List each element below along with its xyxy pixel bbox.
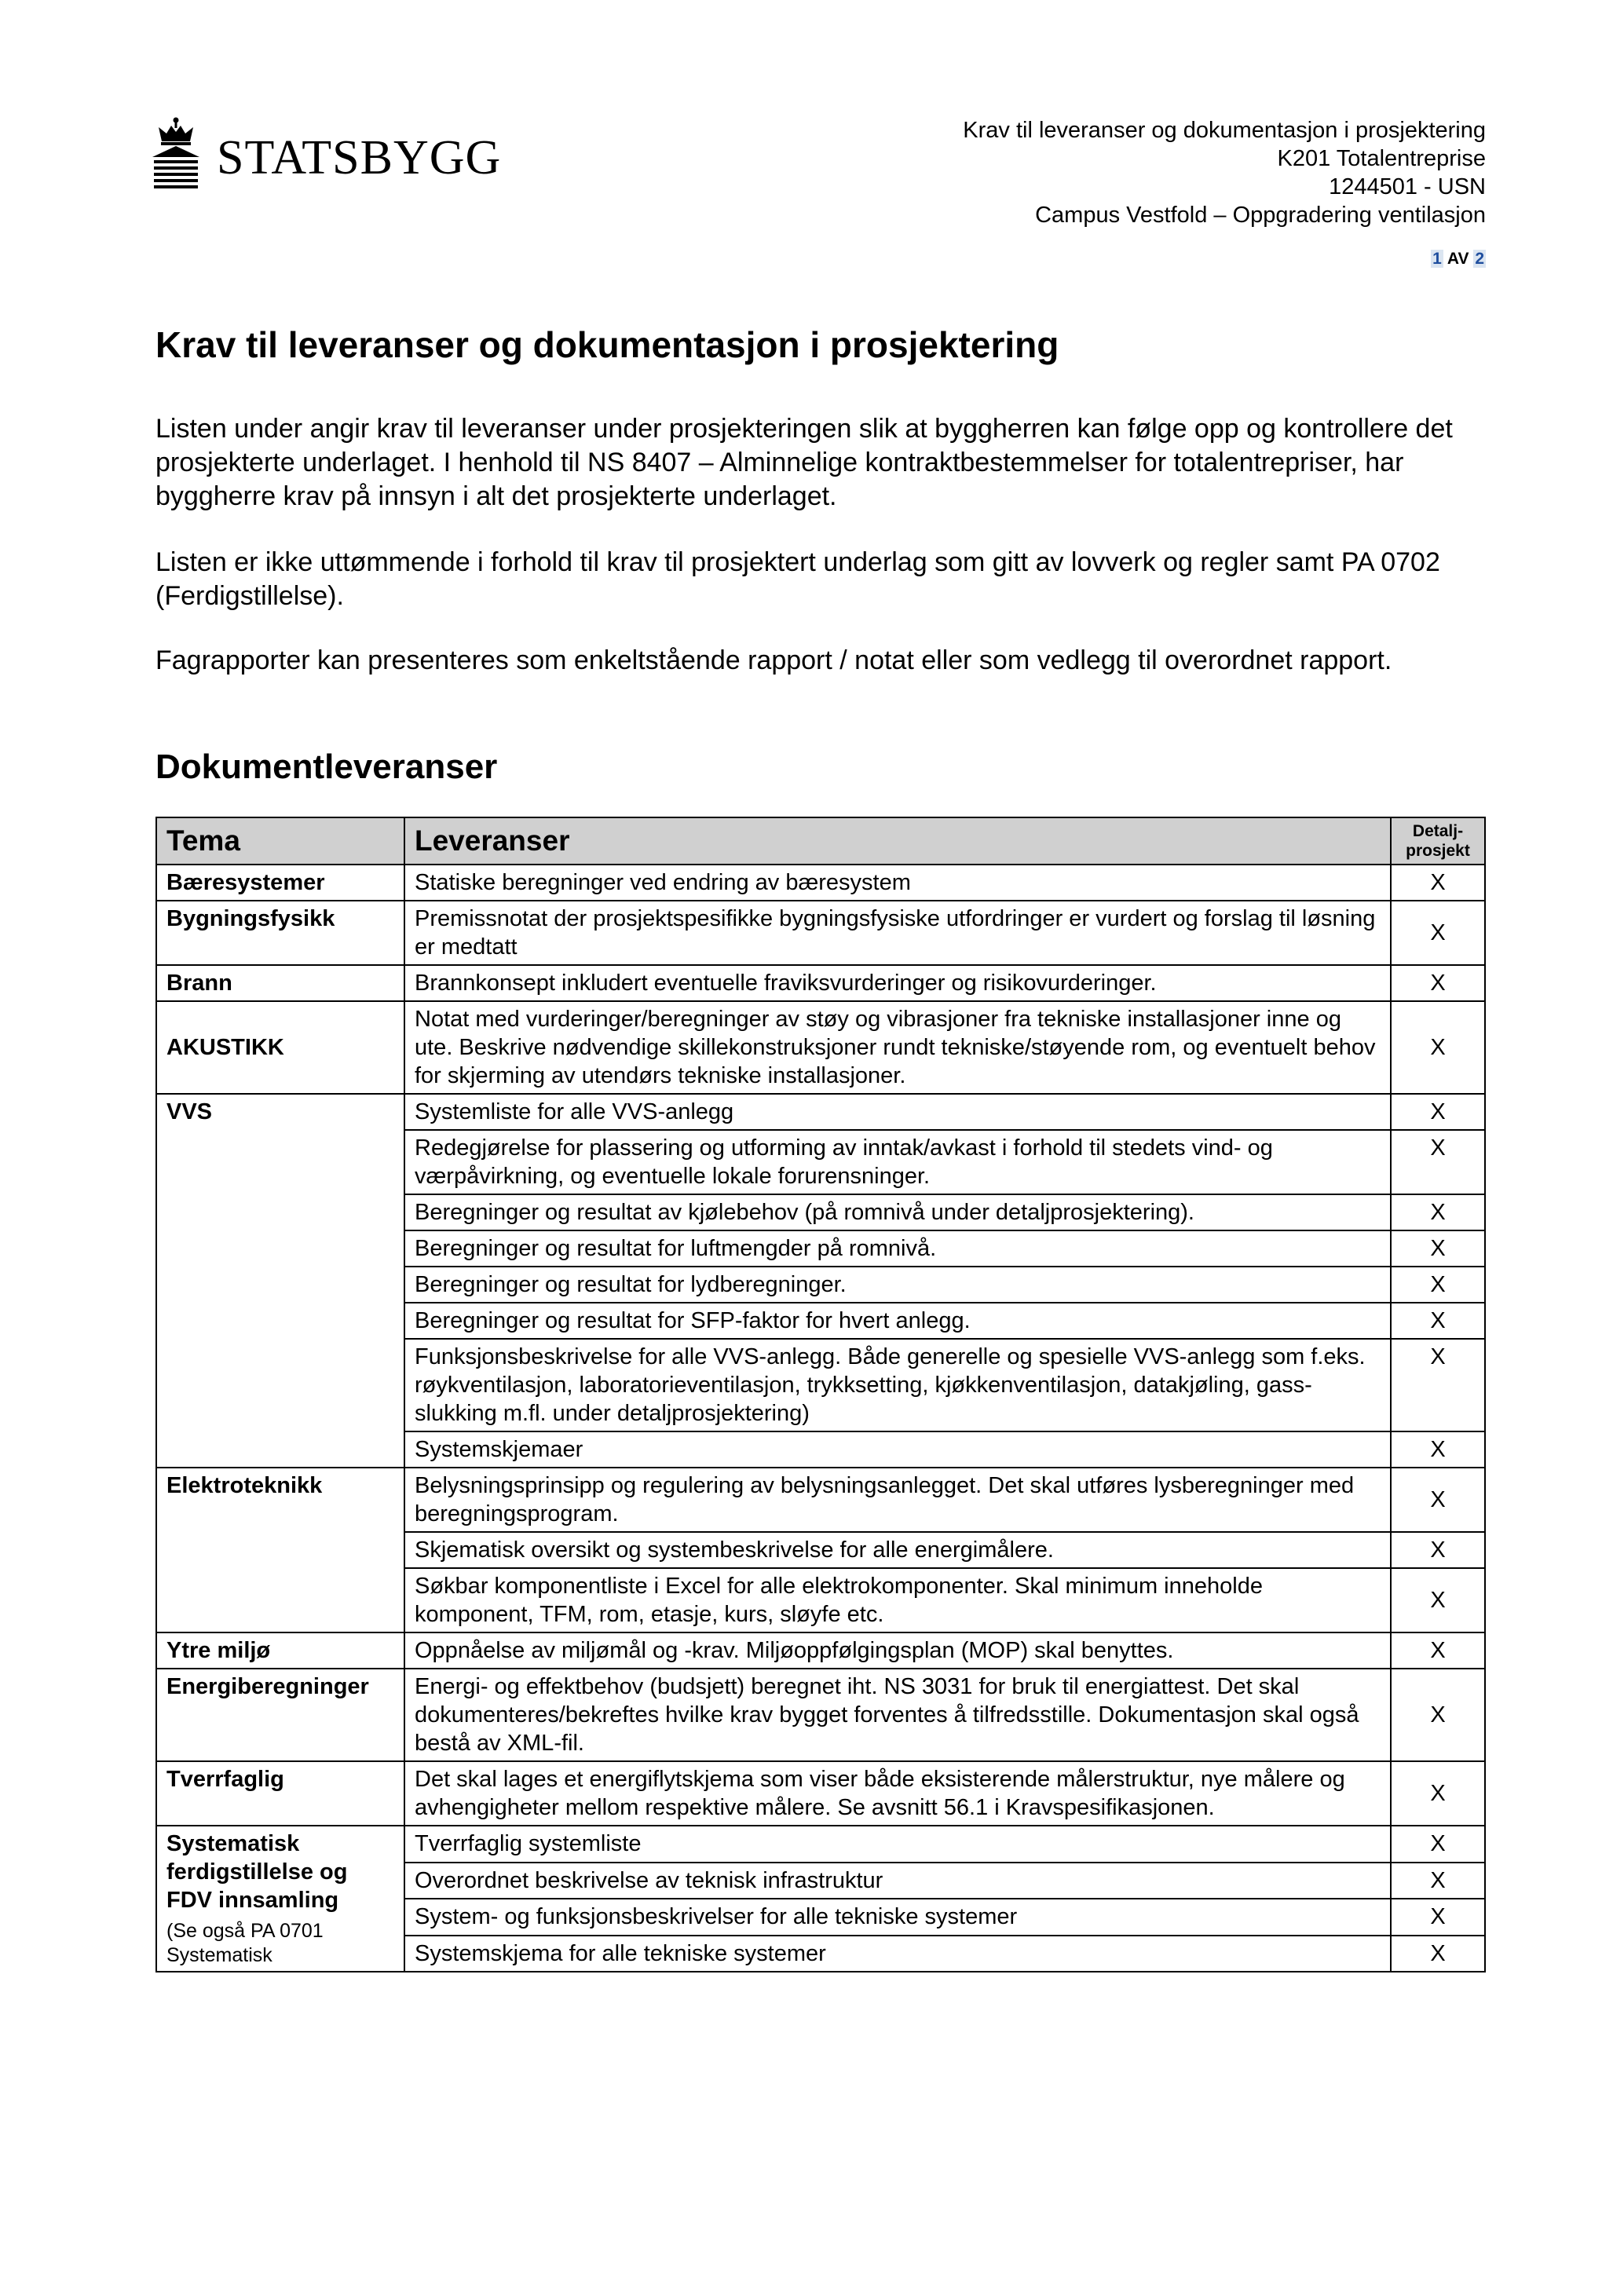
deliverable-description: Belysningsprinsipp og regulering av belysningsanlegget. Det skal utføres lysberegninger med beregningsprogram. (404, 1468, 1391, 1532)
deliverable-description: Oppnåelse av miljømål og -krav. Miljøoppfølgingsplan (MOP) skal benyttes. (404, 1632, 1391, 1669)
table-row (156, 1826, 1485, 1863)
deliverable-description: Brannkonsept inkludert eventuelle fraviksvurderinger og risikovurderinger. (404, 965, 1391, 1001)
header-line-title: Krav til leveranser og dokumentasjon i prosjektering (963, 118, 1486, 143)
tema-cell (156, 1669, 404, 1761)
table-row (156, 1468, 1485, 1532)
detaljprosjekt-mark: X (1391, 1230, 1485, 1267)
deliverable-description: Systemskjema for alle tekniske systemer (404, 1936, 1391, 1972)
tema-label: Tverrfaglig (166, 1767, 284, 1792)
tema-label: Bygningsfysikk (166, 906, 335, 931)
tema-cell (156, 1001, 404, 1094)
tema-cell (156, 1468, 404, 1632)
detaljprosjekt-mark: X (1391, 1130, 1485, 1194)
header-leveranser: Leveranser (404, 817, 1391, 865)
tema-cell (156, 1761, 404, 1826)
detaljprosjekt-mark: X (1391, 1761, 1485, 1826)
deliverable-description: System- og funksjonsbeskrivelser for alle tekniske systemer (404, 1899, 1391, 1936)
tema-label: Bæresystemer (166, 870, 325, 895)
table-row (156, 1001, 1485, 1094)
table-header-row (156, 817, 1485, 865)
detaljprosjekt-mark: X (1391, 1001, 1485, 1094)
table-row (156, 901, 1485, 965)
tema-label: AKUSTIKK (166, 1035, 284, 1060)
page-title: Krav til leveranser og dokumentasjon i prosjektering (155, 324, 1059, 365)
detaljprosjekt-mark: X (1391, 1936, 1485, 1972)
page-number (1431, 250, 1486, 269)
logo-wordmark: STATSBYGG (217, 131, 502, 185)
deliverable-description: Systemliste for alle VVS-anlegg (404, 1094, 1391, 1130)
deliverable-description: Det skal lages et energiflytskjema som viser både eksisterende målerstruktur, nye målere og avhengigheter mellom respektive målere. Se avsnitt 56.1 i Kravspesifikasjonen. (404, 1761, 1391, 1826)
tema-cell (156, 1632, 404, 1669)
detaljprosjekt-mark: X (1391, 865, 1485, 901)
detaljprosjekt-mark: X (1391, 965, 1485, 1001)
detaljprosjekt-mark: X (1391, 1826, 1485, 1863)
detaljprosjekt-mark: X (1391, 1863, 1485, 1899)
document-header-info (963, 116, 1486, 229)
deliverables-table (155, 817, 1486, 1972)
table-row (156, 965, 1485, 1001)
tema-label: VVS (166, 1099, 213, 1124)
tema-cell (156, 1094, 404, 1468)
tema-label: Systematisk ferdigstillelse og FDV innsamling (166, 1831, 348, 1913)
tema-cell (156, 865, 404, 901)
detaljprosjekt-mark: X (1391, 1568, 1485, 1632)
detaljprosjekt-mark: X (1391, 1194, 1485, 1230)
deliverable-description: Beregninger og resultat for lydberegninger. (404, 1267, 1391, 1303)
tema-cell (156, 1826, 404, 1972)
page-separator: AV (1447, 250, 1469, 268)
deliverable-description: Funksjonsbeskrivelse for alle VVS-anlegg. Både generelle og spesielle VVS-anlegg som f.eks. røykventilasjon, laboratorieventilasjon, trykksetting, kjøkkenventilasjon, datakjøling, gass-slukking m.fl. under detaljprosjektering) (404, 1339, 1391, 1431)
detaljprosjekt-mark: X (1391, 901, 1485, 965)
tema-label: Brann (166, 971, 232, 996)
deliverable-description: Beregninger og resultat for luftmengder på romnivå. (404, 1230, 1391, 1267)
detaljprosjekt-mark: X (1391, 1899, 1485, 1936)
deliverable-description: Overordnet beskrivelse av teknisk infrastruktur (404, 1863, 1391, 1899)
tema-cell (156, 965, 404, 1001)
detaljprosjekt-mark: X (1391, 1632, 1485, 1669)
deliverable-description: Søkbar komponentliste i Excel for alle elektrokomponenter. Skal minimum inneholde komponent, TFM, rom, etasje, kurs, sløyfe etc. (404, 1568, 1391, 1632)
deliverable-description: Tverrfaglig systemliste (404, 1826, 1391, 1863)
report-paragraph: Fagrapporter kan presenteres som enkeltstående rapport / notat eller som vedlegg til overordnet rapport. (155, 645, 1392, 675)
section-title: Dokumentleveranser (155, 748, 498, 786)
deliverable-description: Systemskjemaer (404, 1431, 1391, 1468)
deliverable-description: Beregninger og resultat av kjølebehov (på romnivå under detaljprosjektering). (404, 1194, 1391, 1230)
tema-cell (156, 901, 404, 965)
detaljprosjekt-mark: X (1391, 1267, 1485, 1303)
table-row (156, 865, 1485, 901)
header-tema: Tema (156, 817, 404, 865)
table-row (156, 1669, 1485, 1761)
detaljprosjekt-mark: X (1391, 1468, 1485, 1532)
header-detaljprosjekt: Detalj-prosjekt (1391, 817, 1485, 865)
tema-label: Energiberegninger (166, 1674, 369, 1699)
deliverable-description: Redegjørelse for plassering og utforming av inntak/avkast i forhold til stedets vind- og værpåvirkning, og eventuelle lokale forurensninger. (404, 1130, 1391, 1194)
detaljprosjekt-mark: X (1391, 1431, 1485, 1468)
intro-paragraph: Listen under angir krav til leveranser under prosjekteringen slik at byggherren kan følge opp og kontrollere det prosjekterte underlaget. I henhold til NS 8407 – Alminnelige kontraktbestemmelser for totalentrepriser, har byggherre krav på innsyn i alt det prosjekterte underlaget. (155, 414, 1453, 511)
tema-label: Elektroteknikk (166, 1473, 323, 1498)
crown-building-icon (151, 116, 201, 192)
deliverable-description: Beregninger og resultat for SFP-faktor for hvert anlegg. (404, 1303, 1391, 1339)
table-row (156, 1761, 1485, 1826)
table-row (156, 1632, 1485, 1669)
header-line-project-name: Campus Vestfold – Oppgradering ventilasjon (1035, 203, 1486, 228)
tema-note: (Se også PA 0701 Systematisk (166, 1920, 324, 1966)
page-current: 1 (1432, 250, 1442, 268)
page-total: 2 (1475, 250, 1484, 268)
detaljprosjekt-mark: X (1391, 1094, 1485, 1130)
tema-label: Ytre miljø (166, 1638, 271, 1663)
header-line-project-number: 1244501 - USN (1329, 174, 1486, 199)
detaljprosjekt-mark: X (1391, 1669, 1485, 1761)
deliverable-description: Premissnotat der prosjektspesifikke bygningsfysiske utfordringer er vurdert og forslag til løsning er medtatt (404, 901, 1391, 965)
detaljprosjekt-mark: X (1391, 1303, 1485, 1339)
header-line-contract: K201 Totalentreprise (1277, 146, 1486, 171)
table-row (156, 1094, 1485, 1130)
deliverable-description: Skjematisk oversikt og systembeskrivelse for alle energimålere. (404, 1532, 1391, 1568)
deliverable-description: Notat med vurderinger/beregninger av støy og vibrasjoner fra tekniske installasjoner inne og ute. Beskrive nødvendige skillekonstruksjoner rundt tekniske/støyende rom, og eventuelt behov for skjerming av utendørs tekniske installasjoner. (404, 1001, 1391, 1094)
deliverable-description: Energi- og effektbehov (budsjett) beregnet iht. NS 3031 for bruk til energiattest. Det skal dokumenteres/bekreftes hvilke krav bygget forventes å tilfredsstille. Dokumentasjon skal også bestå av XML-fil. (404, 1669, 1391, 1761)
statsbygg-logo (151, 116, 504, 195)
detaljprosjekt-mark: X (1391, 1339, 1485, 1431)
deliverable-description: Statiske beregninger ved endring av bæresystem (404, 865, 1391, 901)
detaljprosjekt-mark: X (1391, 1532, 1485, 1568)
scope-paragraph: Listen er ikke uttømmende i forhold til krav til prosjektert underlag som gitt av lovverk og regler samt PA 0702 (Ferdigstillelse). (155, 547, 1440, 611)
